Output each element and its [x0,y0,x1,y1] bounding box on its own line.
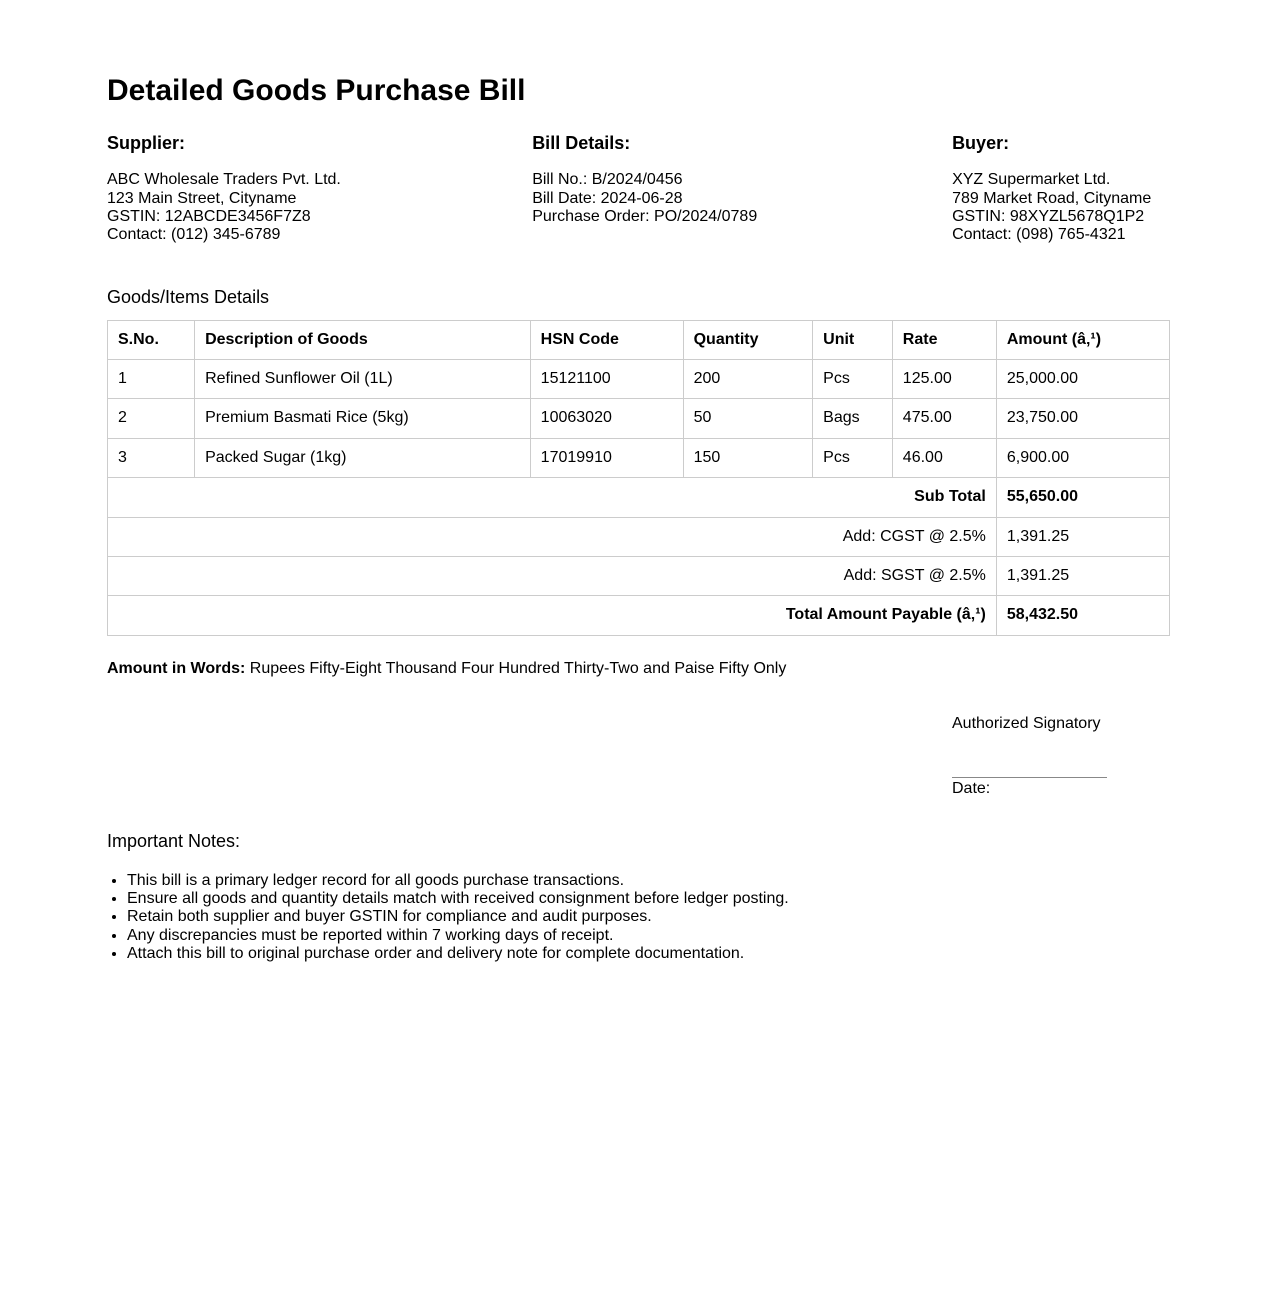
item-quantity: 200 [683,359,813,398]
parties-row [107,133,1170,245]
buyer-section [952,133,1170,245]
item-quantity: 150 [683,438,813,477]
item-rate: 125.00 [892,359,996,398]
buyer-contact: Contact: (098) 765-4321 [952,226,1126,244]
item-unit: Pcs [813,438,893,477]
col-header-amount: Amount (â‚¹) [996,320,1169,359]
total-payable-label: Total Amount Payable (â‚¹) [108,596,997,635]
supplier-contact: Contact: (012) 345-6789 [107,226,281,244]
table-row [108,359,1170,398]
item-sno: 1 [108,359,195,398]
buyer-address: 789 Market Road, Cityname [952,189,1152,207]
total-payable-row [108,596,1170,635]
col-header-description: Description of Goods [195,320,531,359]
signature-block [952,715,1122,798]
amount-in-words-label: Amount in Words: [107,659,246,677]
item-sno: 2 [108,399,195,438]
notes-heading: Important Notes: [107,830,241,851]
col-header-hsn: HSN Code [530,320,683,359]
summary-body [108,478,1170,636]
bill-content [107,0,1170,964]
buyer-name: XYZ Supermarket Ltd. [952,171,1111,189]
note-item: • Any discrepancies must be reported within 7 working days of receipt. [127,927,1170,945]
note-item: • Attach this bill to original purchase order and delivery note for complete documentation. [127,945,1170,963]
cgst-value: 1,391.25 [996,517,1169,556]
subtotal-value: 55,650.00 [996,478,1169,517]
bill-details-section [532,133,952,245]
purchase-order: Purchase Order: PO/2024/0789 [532,208,758,225]
subtotal-row [108,478,1170,517]
item-amount: 25,000.00 [996,359,1169,398]
amount-in-words-text: Rupees Fifty-Eight Thousand Four Hundred Thirty-Two and Paise Fifty Only [245,659,787,677]
amount-in-words [107,660,1170,678]
table-row [108,438,1170,477]
item-rate: 46.00 [892,438,996,477]
authorized-signatory-label: Authorized Signatory [952,715,1101,733]
total-payable-value: 58,432.50 [996,596,1169,635]
note-item: • This bill is a primary ledger record for all goods purchase transactions. [127,872,1170,890]
col-header-quantity: Quantity [683,320,813,359]
supplier-heading: Supplier: [107,132,186,153]
buyer-gstin: GSTIN: 98XYZL5678Q1P2 [952,208,1145,225]
supplier-name: ABC Wholesale Traders Pvt. Ltd. [107,171,341,189]
bill-details-heading: Bill Details: [532,132,631,153]
col-header-unit: Unit [813,320,893,359]
item-rate: 475.00 [892,399,996,438]
buyer-heading: Buyer: [952,132,1010,153]
goods-section-heading: Goods/Items Details [107,286,270,307]
item-description: Refined Sunflower Oil (1L) [195,359,531,398]
item-description: Premium Basmati Rice (5kg) [195,399,531,438]
supplier-address: 123 Main Street, Cityname [107,189,297,207]
sgst-label: Add: SGST @ 2.5% [108,556,997,595]
item-quantity: 50 [683,399,813,438]
sgst-row [108,556,1170,595]
item-hsn: 10063020 [530,399,683,438]
cgst-row [108,517,1170,556]
subtotal-label: Sub Total [108,478,997,517]
item-hsn: 17019910 [530,438,683,477]
page-title: Detailed Goods Purchase Bill [107,74,526,107]
col-header-sno: S.No. [108,320,195,359]
date-label: Date: [952,779,991,797]
table-row [108,399,1170,438]
item-unit: Bags [813,399,893,438]
supplier-gstin: GSTIN: 12ABCDE3456F7Z8 [107,208,311,225]
item-sno: 3 [108,438,195,477]
bill-date: Bill Date: 2024-06-28 [532,189,683,207]
goods-table [107,320,1170,636]
note-item: • Retain both supplier and buyer GSTIN for compliance and audit purposes. [127,908,1170,926]
item-amount: 23,750.00 [996,399,1169,438]
supplier-section [107,133,532,245]
note-item: • Ensure all goods and quantity details match with received consignment before ledger posting. [127,890,1170,908]
item-amount: 6,900.00 [996,438,1169,477]
item-unit: Pcs [813,359,893,398]
item-hsn: 15121100 [530,359,683,398]
bill-number: Bill No.: B/2024/0456 [532,171,683,189]
items-body [108,359,1170,477]
table-header-row [108,320,1170,359]
cgst-label: Add: CGST @ 2.5% [108,517,997,556]
item-description: Packed Sugar (1kg) [195,438,531,477]
sgst-value: 1,391.25 [996,556,1169,595]
col-header-rate: Rate [892,320,996,359]
notes-list [107,872,1170,964]
